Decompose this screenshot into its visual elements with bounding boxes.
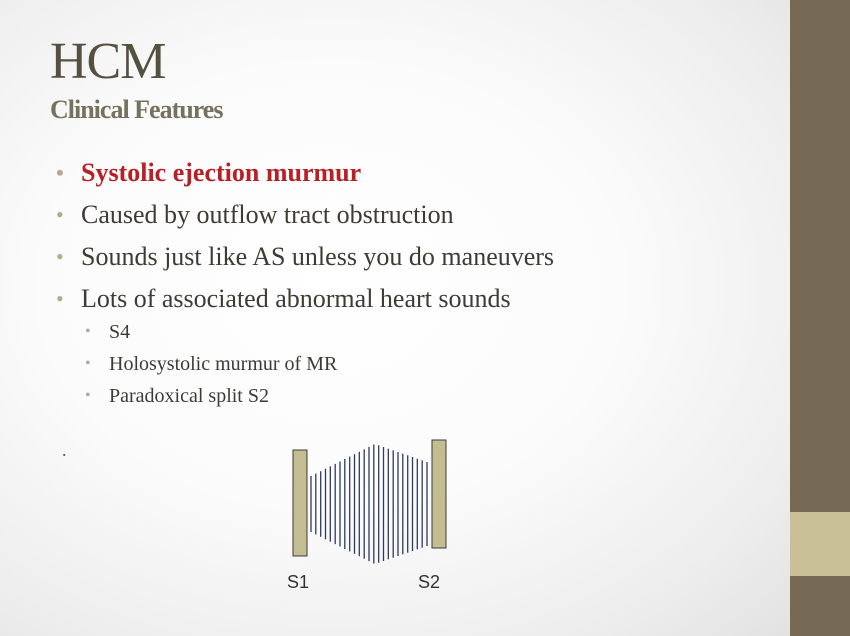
murmur-lines: [311, 445, 427, 564]
bullet-item: [56, 152, 554, 194]
stray-mark: .: [62, 440, 67, 460]
slide-subtitle: Clinical Features: [50, 95, 223, 124]
bullet-dot-icon: •: [56, 244, 64, 269]
sub-bullet-item: [85, 380, 337, 412]
bullet-dot-icon: •: [85, 355, 91, 372]
slide-title: HCM: [50, 33, 166, 90]
bullet-dot-icon: •: [85, 387, 91, 404]
sidebar-accent-block: [790, 512, 850, 576]
s1-label: S1: [287, 572, 310, 592]
bullet-item: [56, 278, 554, 320]
bullet-text: Caused by outflow tract obstruction: [81, 200, 454, 229]
bullet-text: Systolic ejection murmur: [81, 158, 362, 187]
phonocardiogram-diagram: [270, 428, 470, 568]
bullet-list: [56, 152, 554, 320]
sub-bullet-list: [85, 316, 337, 412]
sub-bullet-text: Holosystolic murmur of MR: [109, 353, 338, 375]
s2-heart-sound-bar: [432, 440, 446, 548]
sub-bullet-item: [85, 316, 337, 348]
sub-bullet-text: Paradoxical split S2: [109, 385, 269, 407]
bullet-dot-icon: •: [56, 286, 64, 311]
decorative-sidebar: [790, 0, 850, 636]
bullet-dot-icon: •: [56, 160, 64, 185]
sub-bullet-text: S4: [109, 321, 131, 343]
s1-heart-sound-bar: [293, 450, 307, 556]
bullet-dot-icon: •: [85, 323, 91, 340]
sub-bullet-item: [85, 348, 337, 380]
bullet-item: [56, 236, 554, 278]
bullet-dot-icon: •: [56, 202, 64, 227]
s2-label: S2: [418, 572, 441, 592]
bullet-text: Sounds just like AS unless you do maneuvers: [81, 242, 555, 271]
bullet-text: Lots of associated abnormal heart sounds: [81, 284, 511, 313]
bullet-item: [56, 194, 554, 236]
